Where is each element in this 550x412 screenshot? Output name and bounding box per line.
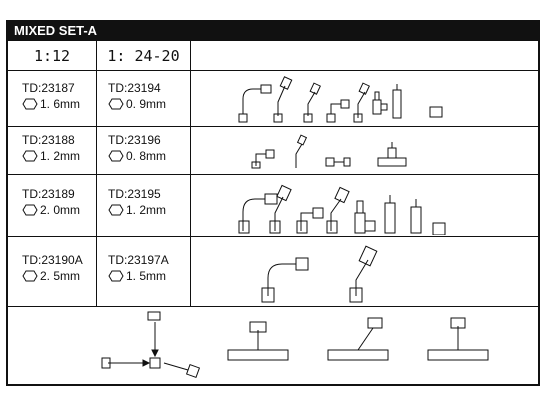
part-cell [108,252,169,284]
hex-size: 1. 2mm [126,203,167,217]
part-number: TD:23190A [22,253,83,267]
hex-size: 2. 0mm [40,203,81,217]
part-number: TD:23187 [22,81,75,95]
divider [8,126,538,127]
part-cell [22,252,83,284]
part-number: TD:23195 [108,187,161,201]
fitting-illustration [248,132,448,172]
fitting-illustration [248,240,408,304]
header-scale-1-24-20: 1: 24-20 [107,47,180,65]
hex-size: 0. 8mm [126,149,167,163]
divider [8,40,538,41]
fitting-illustration [233,74,463,124]
hex-size: 1. 2mm [40,149,81,163]
hex-nut-icon [22,98,38,110]
column-divider [190,40,191,306]
hex-size: 1. 6mm [40,97,81,111]
hex-size: 1. 5mm [126,269,167,283]
hex-nut-icon [22,150,38,162]
hex-nut-icon [22,270,38,282]
hex-nut-icon [108,204,124,216]
hex-size: 2. 5mm [40,269,81,283]
fitting-illustration [88,310,528,384]
hex-nut-icon [108,150,124,162]
part-cell [22,80,80,112]
divider [8,236,538,237]
part-number: TD:23189 [22,187,75,201]
column-divider [96,40,97,306]
hex-nut-icon [108,98,124,110]
fitting-illustration [233,177,463,235]
part-cell [108,186,166,218]
divider [8,306,538,307]
hex-size: 0. 9mm [126,97,167,111]
part-number: TD:23197A [108,253,169,267]
divider [8,174,538,175]
set-title: MIXED SET-A [14,23,98,38]
header-scale-1-12: 1:12 [33,47,71,65]
part-cell [108,80,166,112]
part-cell [108,132,166,164]
part-number: TD:23196 [108,133,161,147]
divider [8,70,538,71]
part-cell [22,132,80,164]
title-bar [8,22,538,40]
catalog-frame [6,20,540,386]
part-number: TD:23188 [22,133,75,147]
hex-nut-icon [22,204,38,216]
part-cell [22,186,80,218]
part-number: TD:23194 [108,81,161,95]
hex-nut-icon [108,270,124,282]
